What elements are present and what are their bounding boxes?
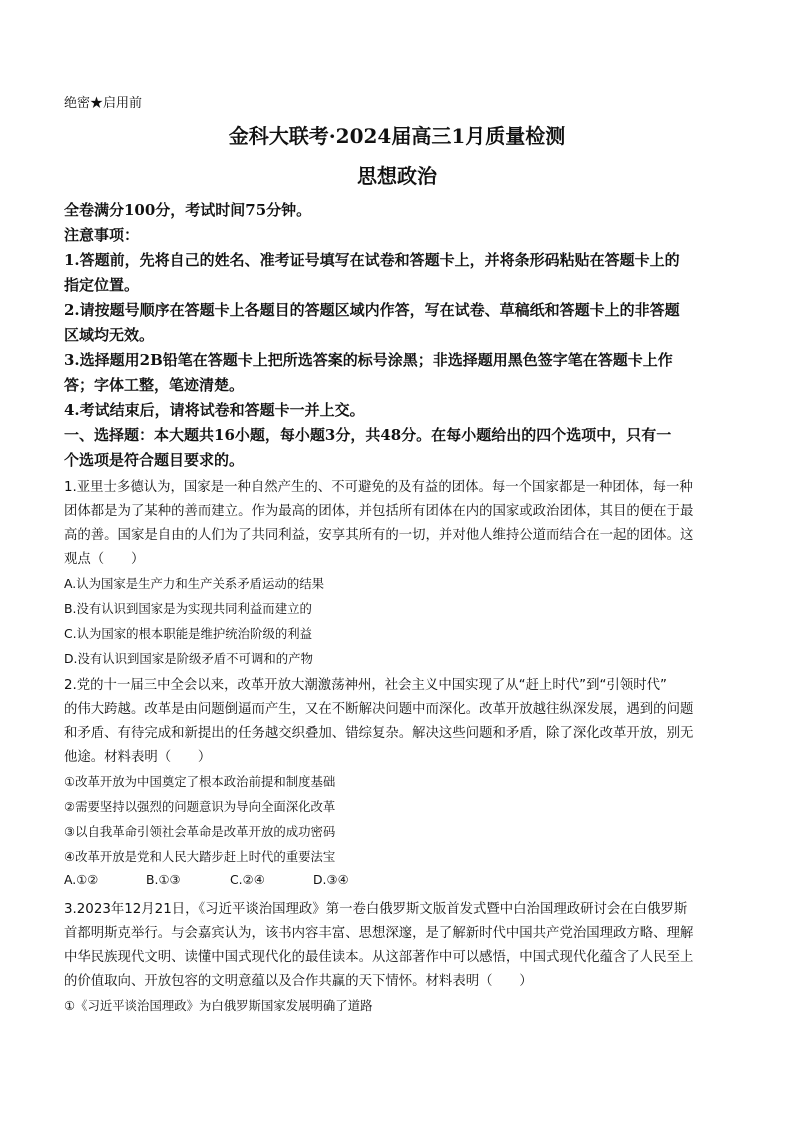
q2-option-d: D.③④ — [313, 872, 349, 887]
q1-stem-line-3: 高的善。国家是自由的人们为了共同利益，安享其所有的一切，并对他人维持公道而结合在一起的团体。这 — [64, 528, 694, 543]
q2-stem-line-4: 他途。材料表明（ ） — [64, 750, 212, 765]
exam-title: 金科大联考·2024届高三1月质量检测 — [228, 124, 566, 148]
q2-statement-1: ①改革开放为中国奠定了根本政治前提和制度基础 — [64, 774, 336, 789]
q2-statement-4: ④改革开放是党和人民大踏步赶上时代的重要法宝 — [64, 849, 336, 864]
q2-statement-3: ③以自我革命引领社会革命是改革开放的成功密码 — [64, 824, 336, 839]
q1-stem-line-1: 1.亚里士多德认为，国家是一种自然产生的、不可避免的及有益的团体。每一个国家都是一种团体，每一种 — [64, 480, 693, 495]
section-1-heading-line-1: 一、选择题：本大题共16小题，每小题3分，共48分。在每小题给出的四个选项中，只有一 — [64, 426, 672, 444]
notice-item-3-line-1: 3.选择题用2B铅笔在答题卡上把所选答案的标号涂黑；非选择题用黑色签字笔在答题卡上作 — [64, 351, 673, 369]
notice-item-3-line-2: 答；字体工整，笔迹清楚。 — [64, 376, 245, 394]
q3-stem-line-2: 首都明斯克举行。与会嘉宾认为，该书内容丰富、思想深邃，是了解新时代中国共产党治国理政方略、理解 — [64, 926, 694, 941]
q2-stem-line-2: 的伟大跨越。改革是由问题倒逼而产生，又在不断解决问题中而深化。改革开放越往纵深发展，遇到的问题 — [64, 702, 694, 717]
q2-stem-line-1: 2.党的十一届三中全会以来，改革开放大潮激荡神州，社会主义中国实现了从“赶上时代”到“引领时代” — [64, 678, 667, 693]
notice-item-1-line-1: 1.答题前，先将自己的姓名、准考证号填写在试卷和答题卡上，并将条形码粘贴在答题卡上的 — [64, 251, 680, 269]
score-line: 全卷满分100分，考试时间75分钟。 — [64, 201, 312, 219]
notice-item-1-line-2: 指定位置。 — [64, 276, 140, 294]
subject-title: 思想政治 — [357, 164, 437, 188]
q1-stem-line-4: 观点（ ） — [64, 552, 145, 567]
q2-statement-2: ②需要坚持以强烈的问题意识为导向全面深化改革 — [64, 799, 336, 814]
q1-stem-line-2: 团体都是为了某种的善而建立。作为最高的团体，并包括所有团体在内的国家或政治团体，其目的便在于最 — [64, 504, 694, 519]
q3-stem-line-1: 3.2023年12月21日，《习近平谈治国理政》第一卷白俄罗斯文版首发式暨中白治国理政研讨会在白俄罗斯 — [64, 902, 688, 917]
q3-stem-line-3: 中华民族现代文明、读懂中国式现代化的最佳读本。从这部著作中可以感悟，中国式现代化蕴含了人民至上 — [64, 950, 694, 965]
q3-stem-line-4: 的价值取向、开放包容的文明意蕴以及合作共赢的天下情怀。材料表明（ ） — [64, 974, 533, 989]
q1-option-c: C.认为国家的根本职能是维护统治阶级的利益 — [64, 626, 313, 641]
section-1-heading-line-2: 个选项是符合题目要求的。 — [64, 451, 245, 469]
q2-option-a: A.①② — [64, 872, 99, 887]
q2-stem-line-3: 和矛盾、有待完成和新提出的任务越交织叠加、错综复杂。解决这些问题和矛盾，除了深化改革开放，别无 — [64, 726, 694, 741]
secret-mark: 绝密★启用前 — [64, 96, 143, 111]
q1-option-d: D.没有认识到国家是阶级矛盾不可调和的产物 — [64, 651, 313, 666]
q2-option-c: C.②④ — [230, 872, 265, 887]
q2-option-b: B.①③ — [146, 872, 181, 887]
notice-item-2-line-2: 区域均无效。 — [64, 326, 155, 344]
notice-item-2-line-1: 2.请按题号顺序在答题卡上各题目的答题区域内作答，写在试卷、草稿纸和答题卡上的非答题 — [64, 301, 680, 319]
q1-option-b: B.没有认识到国家是为实现共同利益而建立的 — [64, 601, 312, 616]
q3-statement-1: ①《习近平谈治国理政》为白俄罗斯国家发展明确了道路 — [64, 998, 373, 1013]
notice-item-4: 4.考试结束后，请将试卷和答题卡一并上交。 — [64, 401, 365, 419]
notice-heading: 注意事项： — [64, 226, 140, 244]
q1-option-a: A.认为国家是生产力和生产关系矛盾运动的结果 — [64, 576, 325, 591]
